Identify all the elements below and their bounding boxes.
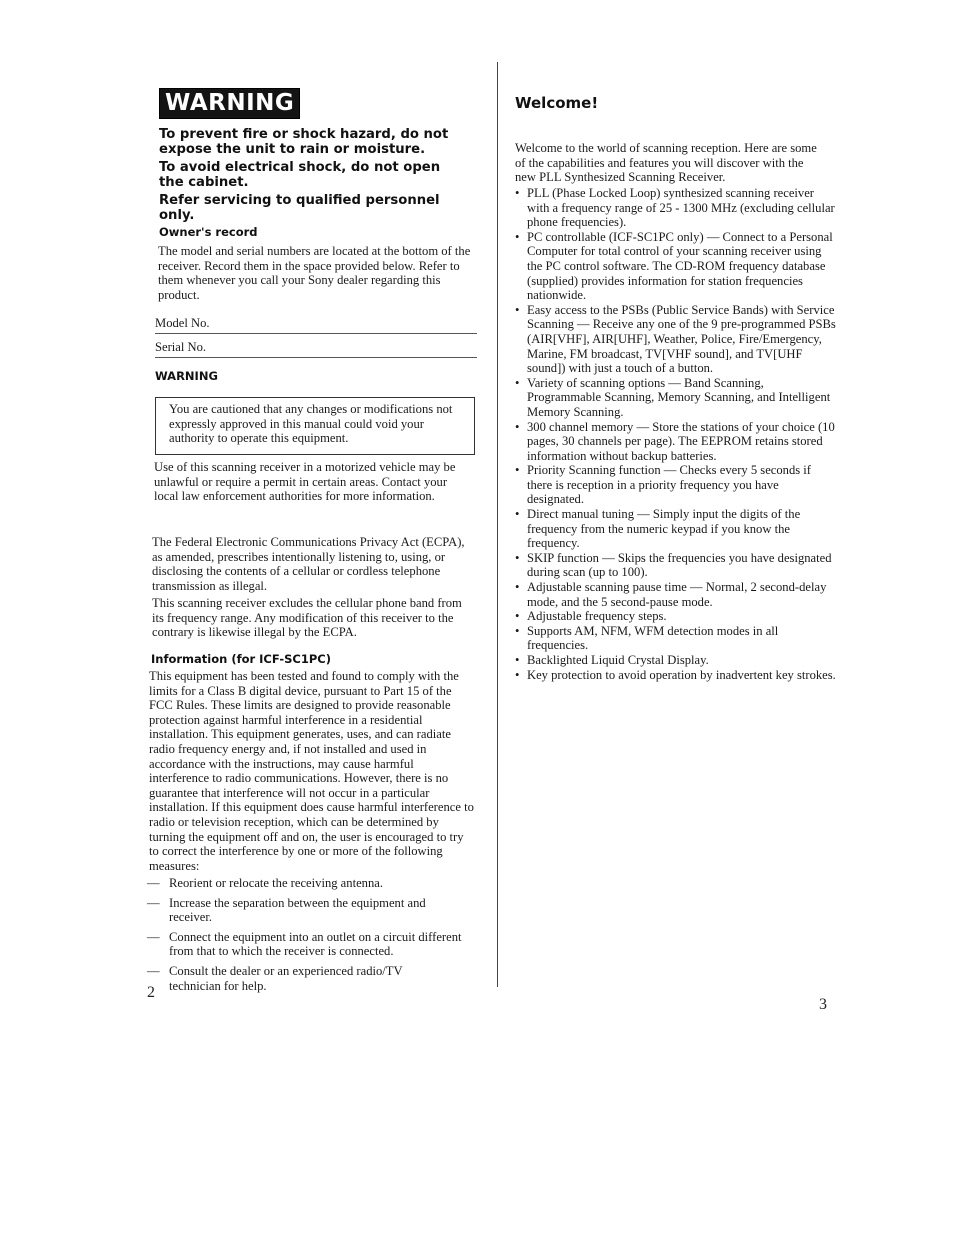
owners-record-title: Owner's record (159, 225, 258, 239)
feature-item: • Priority Scanning function — Checks every 5 seconds if there is reception in a priority frequency you have designated. (515, 463, 837, 507)
feature-item: • Easy access to the PSBs (Public Service Bands) with Service Scanning — Receive any one of the 9 pre-programmed PSBs (AIR[VHF], AIR[UHF], Weather, Police, Fire/Emergency, Marine, FM broadcast, TV[VHF sound], and TV[UHF sound]) with just a touch of a button. (515, 303, 837, 376)
model-number-field[interactable] (155, 315, 477, 334)
ecpa-text: The Federal Electronic Communications Privacy Act (ECPA), as amended, prescribes intentionally listening to, using, or disclosing the contents of a cellular or cordless telephone transmission as illegal. (152, 535, 465, 593)
feature-item: • Supports AM, NFM, WFM detection modes in all frequencies. (515, 624, 837, 653)
serial-number-label: Serial No. (155, 340, 207, 354)
feature-list (515, 186, 837, 682)
caution-text: You are cautioned that any changes or modifications not expressly approved in this manual could void your authority to operate this equipment. (169, 402, 453, 446)
measure-item: — Connect the equipment into an outlet on a circuit different from that to which the receiver is connected. (147, 929, 462, 959)
measures-list (147, 876, 477, 993)
servicing-warning: Refer servicing to qualified personnel only. (159, 193, 440, 223)
feature-item: • PC controllable (ICF-SC1PC only) — Connect to a Personal Computer for total control of your scanning receiver using the PC control software. The CD-ROM frequency database (supplied) provides information for station frequencies nationwide. (515, 230, 837, 303)
warning-banner: WARNING (159, 88, 300, 119)
page-number-left: 2 (147, 984, 155, 1001)
excludes-text: This scanning receiver excludes the cellular phone band from its frequency range. Any modification of this receiver to the contrary is likewise illegal by the ECPA. (152, 596, 462, 640)
feature-item: • PLL (Phase Locked Loop) synthesized scanning receiver with a frequency range of 25 - 1300 MHz (excluding cellular phone frequencies). (515, 186, 837, 230)
information-title: Information (for ICF-SC1PC) (151, 652, 331, 666)
vehicle-text: Use of this scanning receiver in a motorized vehicle may be unlawful or require a permit in certain areas. Contact your local law enforcement authorities for more information. (154, 460, 456, 504)
welcome-title: Welcome! (515, 94, 599, 112)
warning-subtitle: WARNING (155, 369, 218, 383)
page-number-right: 3 (819, 996, 827, 1013)
measure-item: — Reorient or relocate the receiving antenna. (147, 876, 383, 890)
fcc-information-text: This equipment has been tested and found to comply with the limits for a Class B digital device, pursuant to Part 15 of the FCC Rules. These limits are designed to provide reasonable protection against harmful interference in a residential installation. This equipment generates, uses, and can radiate radio frequency energy and, if not installed and used in accordance with the instructions, may cause harmful interference to radio communications. However, there is no guarantee that interference will not occur in a particular installation. If this equipment does cause harmful interference to radio or television reception, which can be determined by turning the equipment off and on, the user is encouraged to try to correct the interference by one or more of the following measures: (149, 669, 474, 873)
feature-item: • Adjustable scanning pause time — Normal, 2 second-delay mode, and the 5 second-pause mode. (515, 580, 837, 609)
fire-shock-warning: To prevent fire or shock hazard, do not expose the unit to rain or moisture. (159, 127, 449, 157)
model-number-label: Model No. (155, 316, 210, 330)
feature-item: • Adjustable frequency steps. (515, 609, 837, 624)
feature-item: • Backlighted Liquid Crystal Display. (515, 653, 837, 668)
caution-box (155, 397, 475, 455)
serial-number-field[interactable] (155, 339, 477, 358)
measure-item: — Increase the separation between the equipment and receiver. (147, 895, 426, 925)
feature-item: • 300 channel memory — Store the stations of your choice (10 pages, 30 channels per page). The EEPROM retains stored information without backup batteries. (515, 420, 837, 464)
feature-item: • Direct manual tuning — Simply input the digits of the frequency from the numeric keypad if you know the frequency. (515, 507, 837, 551)
column-divider (497, 62, 498, 987)
feature-item: • Variety of scanning options — Band Scanning, Programmable Scanning, Memory Scanning, and Intelligent Memory Scanning. (515, 376, 837, 420)
electrical-shock-warning: To avoid electrical shock, do not open the cabinet. (159, 160, 441, 190)
owners-record-text: The model and serial numbers are located at the bottom of the receiver. Record them in the space provided below. Refer to them whenever you call your Sony dealer regarding this product. (158, 244, 471, 302)
feature-item: • SKIP function — Skips the frequencies you have designated during scan (up to 100). (515, 551, 837, 580)
feature-item: • Key protection to avoid operation by inadvertent key strokes. (515, 668, 837, 683)
measure-item: — Consult the dealer or an experienced radio/TV technician for help. (147, 963, 403, 993)
welcome-intro: Welcome to the world of scanning reception. Here are some of the capabilities and features you will discover with the new PLL Synthesized Scanning Receiver. (515, 141, 817, 185)
